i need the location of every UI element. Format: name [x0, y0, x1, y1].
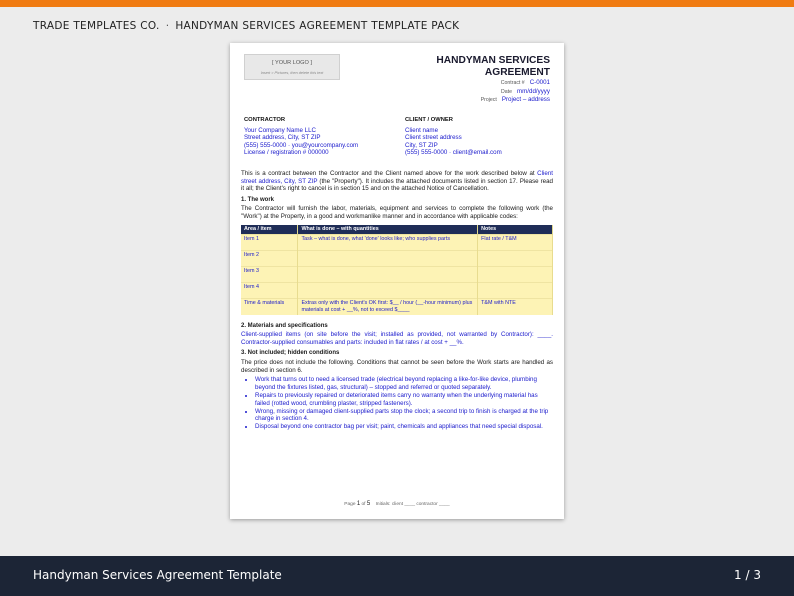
table-cell[interactable]	[478, 251, 553, 267]
client-line[interactable]: Client street address	[405, 134, 462, 142]
client-line[interactable]: Client name	[405, 126, 439, 134]
table-cell[interactable]	[298, 267, 478, 283]
property-address-field[interactable]: Client street address, City, ST ZIP	[241, 170, 553, 185]
client-line[interactable]: (555) 555-0000 · client@email.com	[405, 149, 502, 157]
logo-hint: Insert > Pictures, then delete this text	[260, 70, 324, 75]
table-cell[interactable]: Item 1	[241, 235, 298, 251]
section-1-text: The Contractor will furnish the labor, materials, equipment and services to complete the following work (the "Work") at the Property, in a good and workmanlike manner and in accordance with applicable codes:	[241, 205, 553, 220]
header-breadcrumb	[33, 20, 459, 32]
logo-label: [ YOUR LOGO ]	[272, 60, 312, 66]
client-line[interactable]: City, ST ZIP	[405, 141, 438, 149]
section-2-heading: 2. Materials and specifications	[241, 322, 328, 329]
list-item[interactable]: • Repairs to previously repaired or deteriorated items carry no warranty when the underlying material has failed (rotted wood, crumbling plaster, stripped fasteners).	[255, 392, 553, 407]
contractor-line[interactable]: Street address, City, ST ZIP	[244, 134, 321, 142]
header-bar	[0, 7, 794, 43]
exclusions-list	[255, 376, 553, 431]
contract-meta	[481, 79, 550, 105]
header-separator: ·	[165, 20, 170, 32]
meta-row-contract: Contract # C-0001	[500, 79, 550, 86]
table-cell[interactable]: Task – what is done, what 'done' looks like; who supplies parts	[298, 235, 478, 251]
table-cell[interactable]: Item 4	[241, 283, 298, 299]
contractor-heading: CONTRACTOR	[244, 117, 286, 123]
meta-row-date: Date mm/dd/yyyy	[501, 87, 550, 95]
agreement-body	[241, 170, 553, 431]
initials-line: Initials: client ____ contractor ____	[375, 502, 450, 507]
footer-bar	[0, 556, 794, 596]
section-2-text[interactable]: Client-supplied items (on site before the visit; installed as provided, not warranted by Contractor): ____. Contractor-supplied consumables and parts: included in flat rates / at cost + __%.	[241, 331, 553, 346]
table-cell[interactable]: T&M with NTE	[478, 299, 553, 315]
column-header: Area / item	[241, 225, 298, 235]
column-header: What is done – with quantities	[298, 225, 478, 235]
table-cell[interactable]: Time & materials	[241, 299, 298, 315]
table-row	[241, 251, 553, 267]
title-line-2: AGREEMENT	[484, 66, 550, 78]
contractor-line[interactable]: License / registration # 000000	[244, 149, 329, 157]
section-3-heading: 3. Not included; hidden conditions	[241, 350, 340, 357]
table-cell[interactable]	[298, 251, 478, 267]
work-table	[241, 225, 553, 315]
table-cell[interactable]: Item 3	[241, 267, 298, 283]
document-page	[230, 43, 564, 519]
section-1-heading: 1. The work	[241, 196, 275, 203]
date-field[interactable]: mm/dd/yyyy	[516, 87, 550, 95]
page-total: 5	[366, 501, 371, 507]
brand-name: TRADE TEMPLATES CO.	[33, 20, 160, 32]
table-cell[interactable]	[478, 283, 553, 299]
list-item[interactable]: • Wrong, missing or damaged client-supplied parts stop the clock; a second trip to finish is charged at the trip charge in section 4.	[255, 408, 553, 423]
top-accent-bar	[0, 0, 794, 7]
table-cell[interactable]: Extras only with the Client's OK first: $__ / hour (__-hour minimum) plus materials at cost + __%, not to exceed $____	[298, 299, 478, 315]
project-field[interactable]: Project – address	[501, 96, 550, 104]
column-header: Notes	[478, 225, 553, 235]
work-table-header	[241, 225, 553, 235]
page-number: 1	[356, 501, 361, 507]
table-cell[interactable]	[478, 267, 553, 283]
footer-page-indicator: 1 / 3	[734, 568, 761, 582]
list-item[interactable]: • Work that turns out to need a licensed trade (electrical beyond replacing a like-for-like device, plumbing beyond the fixtures listed, gas, structural) – stopped and referred or quoted separately.	[255, 376, 553, 391]
contract-number-field[interactable]: C-0001	[529, 79, 550, 86]
client-block	[405, 117, 502, 157]
section-3-text: The price does not include the following. Conditions that cannot be seen before the Work starts are handled as described in section 6.	[241, 359, 553, 374]
table-cell[interactable]	[298, 283, 478, 299]
table-cell[interactable]: Item 2	[241, 251, 298, 267]
footer-title: Handyman Services Agreement Template	[33, 568, 282, 582]
product-name: HANDYMAN SERVICES AGREEMENT TEMPLATE PACK	[175, 20, 460, 32]
meta-row-project: Project Project – address	[480, 96, 550, 104]
table-row	[241, 235, 553, 251]
table-cell[interactable]: Flat rate / T&M	[478, 235, 553, 251]
intro-paragraph: This is a contract between the Contractor and the Client named above for the work described below at Client street address, City, ST ZIP (the "Property"). It includes the attached documents listed in section 17. Please read it all; the Client's right to cancel is in section 15 and on the attached Notice of Cancellation.	[241, 170, 553, 193]
table-row	[241, 299, 553, 315]
contractor-line[interactable]: Your Company Name LLC	[244, 126, 316, 134]
contractor-block	[244, 117, 358, 157]
document-title	[436, 55, 550, 78]
title-line-1: HANDYMAN SERVICES	[436, 55, 550, 66]
table-row	[241, 267, 553, 283]
logo-placeholder[interactable]	[244, 54, 340, 80]
list-item[interactable]: • Disposal beyond one contractor bag per visit; paint, chemicals and appliances that need special disposal.	[255, 423, 553, 431]
contractor-line[interactable]: (555) 555-0000 · you@yourcompany.com	[244, 141, 359, 149]
client-heading: CLIENT / OWNER	[405, 117, 453, 123]
page-footer: Page 1 of 5 Initials: client ____ contractor ____	[344, 501, 450, 507]
table-row	[241, 283, 553, 299]
